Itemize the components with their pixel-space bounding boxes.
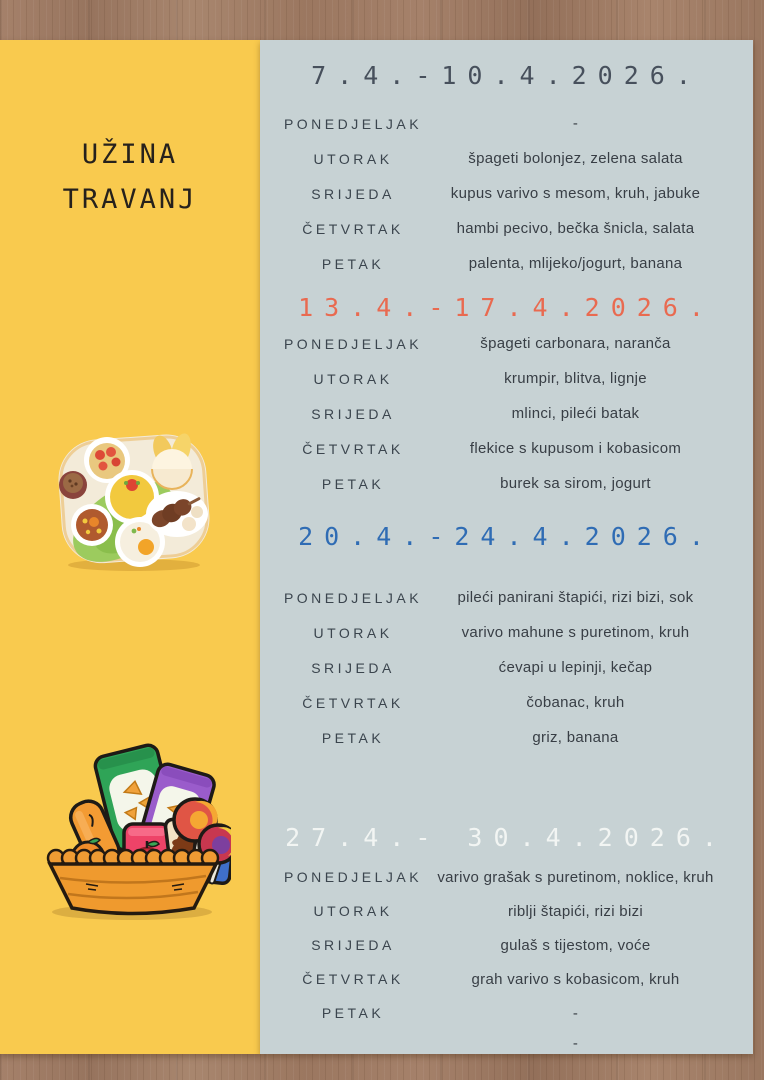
week2-date-heading: 13.4.-17.4.2026. (298, 293, 715, 322)
food-tray-illustration (50, 425, 215, 573)
day-label: UTORAK (313, 624, 393, 641)
menu-row (260, 176, 753, 211)
menu-panel (260, 40, 753, 1054)
meal-text: čobanac, kruh (526, 694, 625, 711)
menu-row (260, 996, 753, 1030)
trailing-row (260, 1030, 753, 1056)
day-label: UTORAK (313, 903, 393, 919)
meal-text: krumpir, blitva, lignje (504, 370, 647, 387)
menu-row (260, 860, 753, 894)
day-label: PETAK (321, 1005, 385, 1021)
menu-row (260, 615, 753, 650)
week3-rows (260, 580, 753, 755)
snack-basket-illustration (34, 738, 231, 922)
day-label: PONEDJELJAK (283, 115, 423, 132)
week4-date-heading: 27.4.- 30.4.2026. (285, 823, 728, 852)
meal-text: - (572, 115, 579, 132)
day-label: PETAK (321, 475, 385, 492)
title-line-1: UŽINA (81, 139, 179, 170)
meal-text: pileći panirani štapići, rizi bizi, sok (457, 589, 694, 606)
day-label: PONEDJELJAK (283, 335, 423, 352)
meal-text: kupus varivo s mesom, kruh, jabuke (450, 185, 701, 202)
meal-text: grah varivo s kobasicom, kruh (471, 970, 680, 988)
meal-text: varivo mahune s puretinom, kruh (461, 624, 690, 641)
menu-row (260, 466, 753, 501)
week4-rows (260, 860, 753, 1030)
menu-row (260, 962, 753, 996)
meal-text: špageti bolonjez, zelena salata (468, 150, 683, 167)
day-label: UTORAK (313, 150, 393, 167)
menu-row (260, 894, 753, 928)
day-label: ČETVRTAK (302, 440, 404, 457)
menu-row (260, 580, 753, 615)
menu-row (260, 246, 753, 281)
meal-text: špageti carbonara, naranča (480, 335, 671, 352)
week3-date-heading: 20.4.-24.4.2026. (298, 522, 715, 551)
meal-text: gulaš s tijestom, voće (500, 936, 651, 954)
menu-row (260, 211, 753, 246)
day-label: SRIJEDA (311, 937, 395, 953)
day-label: PONEDJELJAK (283, 869, 423, 885)
day-label: ČETVRTAK (302, 220, 404, 237)
meal-text: riblji štapići, rizi bizi (507, 902, 644, 920)
menu-row (260, 685, 753, 720)
meal-text: ćevapi u lepinji, kečap (498, 659, 653, 676)
menu-row (260, 361, 753, 396)
week1-date-heading: 7.4.-10.4.2026. (311, 61, 702, 90)
meal-text: griz, banana (532, 729, 619, 746)
menu-row (260, 326, 753, 361)
week1-rows (260, 106, 753, 281)
title-line-2: TRAVANJ (62, 184, 198, 215)
meal-text: burek sa sirom, jogurt (500, 475, 651, 492)
menu-row (260, 1030, 753, 1056)
menu-row (260, 650, 753, 685)
page-title (0, 132, 260, 222)
left-panel (0, 40, 260, 1054)
menu-row (260, 396, 753, 431)
meal-text: flekice s kupusom i kobasicom (469, 440, 682, 457)
meal-text: hambi pecivo, bečka šnicla, salata (456, 220, 695, 237)
meal-text: - (572, 1004, 579, 1022)
menu-row (260, 928, 753, 962)
meal-text: mlinci, pileći batak (511, 405, 640, 422)
day-label: SRIJEDA (311, 405, 395, 422)
day-label: ČETVRTAK (302, 694, 404, 711)
menu-row (260, 106, 753, 141)
day-label: PETAK (321, 729, 385, 746)
day-label: PETAK (321, 255, 385, 272)
week2-rows (260, 326, 753, 501)
day-label: SRIJEDA (311, 659, 395, 676)
day-label: UTORAK (313, 370, 393, 387)
menu-row (260, 720, 753, 755)
meal-text: palenta, mlijeko/jogurt, banana (468, 255, 683, 272)
menu-row (260, 141, 753, 176)
meal-text: - (572, 1034, 579, 1052)
meal-text: varivo grašak s puretinom, noklice, kruh (437, 868, 714, 886)
day-label: ČETVRTAK (302, 971, 404, 987)
day-label: SRIJEDA (311, 185, 395, 202)
menu-row (260, 431, 753, 466)
day-label: PONEDJELJAK (283, 589, 423, 606)
